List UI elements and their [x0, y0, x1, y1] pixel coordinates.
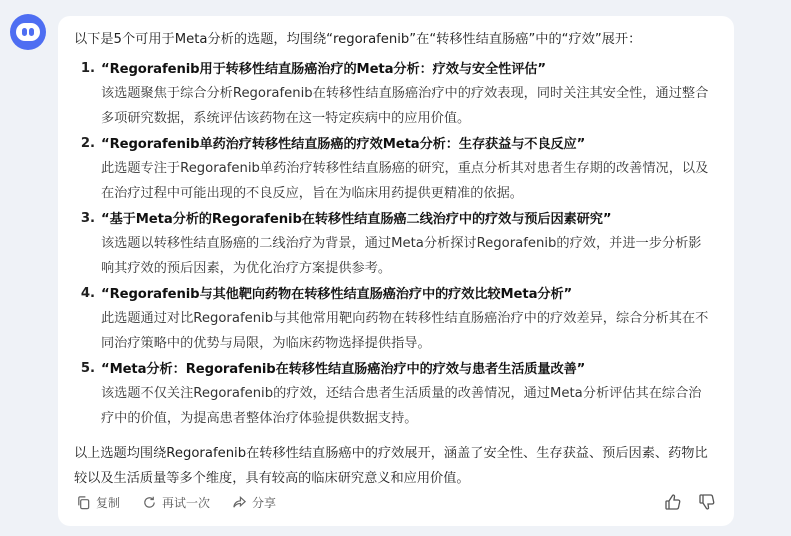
retry-label: 再试一次 — [162, 495, 211, 510]
retry-button[interactable] — [142, 494, 210, 511]
thumbs-up-icon[interactable] — [664, 493, 682, 511]
topic-number: 4. — [80, 286, 95, 301]
topic-number: 5. — [80, 361, 95, 376]
avatar-right-eye — [29, 28, 34, 36]
topic-description: 此选题通过对比Regorafenib与其他常用靶向药物在转移性结直肠癌治疗中的疗效差异，综合分析其在不同治疗策略中的优势与局限，为临床药物选择提供指导。 — [101, 311, 709, 351]
topic-title: “Regorafenib单药治疗转移性结直肠癌的疗效Meta分析：生存获益与不良反应” — [101, 137, 586, 152]
topic-title: “Regorafenib与其他靶向药物在转移性结直肠癌治疗中的疗效比较Meta分析” — [101, 287, 573, 302]
avatar-left-eye — [22, 28, 27, 36]
topic-number: 2. — [80, 136, 95, 151]
topic-description: 该选题不仅关注Regorafenib的疗效，还结合患者生活质量的改善情况，通过Meta分析评估其在综合治疗中的价值，为提高患者整体治疗体验提供数据支持。 — [101, 386, 702, 426]
refresh-icon — [142, 495, 157, 510]
topic-description: 此选题专注于Regorafenib单药治疗转移性结直肠癌的研究，重点分析其对患者生存期的改善情况，以及在治疗过程中可能出现的不良反应，旨在为临床用药提供更精准的依据。 — [101, 161, 709, 201]
topic-body — [101, 358, 716, 431]
topic-item — [74, 133, 716, 206]
topic-body — [101, 283, 716, 356]
topic-item — [74, 283, 716, 356]
topic-list — [74, 58, 716, 431]
topic-title: “基于Meta分析的Regorafenib在转移性结直肠癌二线治疗中的疗效与预后因素研究” — [101, 212, 612, 227]
topic-body — [101, 208, 716, 281]
copy-label: 复制 — [96, 495, 121, 510]
copy-icon — [76, 495, 91, 510]
share-button[interactable] — [232, 494, 276, 511]
share-icon — [232, 495, 247, 510]
share-label: 分享 — [252, 495, 277, 510]
message-action-bar — [76, 492, 716, 512]
topic-title: “Meta分析：Regorafenib在转移性结直肠癌治疗中的疗效与患者生活质量改善” — [101, 362, 586, 377]
topic-description: 该选题聚焦于综合分析Regorafenib在转移性结直肠癌治疗中的疗效表现，同时关注其安全性，通过整合多项研究数据，系统评估该药物在这一特定疾病中的应用价值。 — [101, 86, 709, 126]
topic-title: “Regorafenib用于转移性结直肠癌治疗的Meta分析：疗效与安全性评估” — [101, 62, 546, 77]
assistant-message-card — [58, 16, 734, 526]
assistant-avatar — [10, 14, 46, 50]
intro-text: 以下是5个可用于Meta分析的选题，均围绕“regorafenib”在“转移性结直肠癌”中的“疗效”展开： — [74, 32, 642, 47]
summary-text: 以上选题均围绕Regorafenib在转移性结直肠癌中的疗效展开，涵盖了安全性、生存获益、预后因素、药物比较以及生活质量等多个维度，具有较高的临床研究意义和应用价值。 — [74, 446, 708, 486]
topic-item — [74, 208, 716, 281]
thumbs-down-icon[interactable] — [698, 493, 716, 511]
topic-item — [74, 358, 716, 431]
copy-button[interactable] — [76, 494, 120, 511]
topic-body — [101, 58, 716, 131]
robot-avatar-icon — [16, 23, 40, 41]
topic-description: 该选题以转移性结直肠癌的二线治疗为背景，通过Meta分析探讨Regorafenib的疗效，并进一步分析影响其疗效的预后因素，为优化治疗方案提供参考。 — [101, 236, 702, 276]
topic-number: 1. — [80, 61, 95, 76]
topic-item — [74, 58, 716, 131]
topic-body — [101, 133, 716, 206]
topic-number: 3. — [80, 211, 95, 226]
